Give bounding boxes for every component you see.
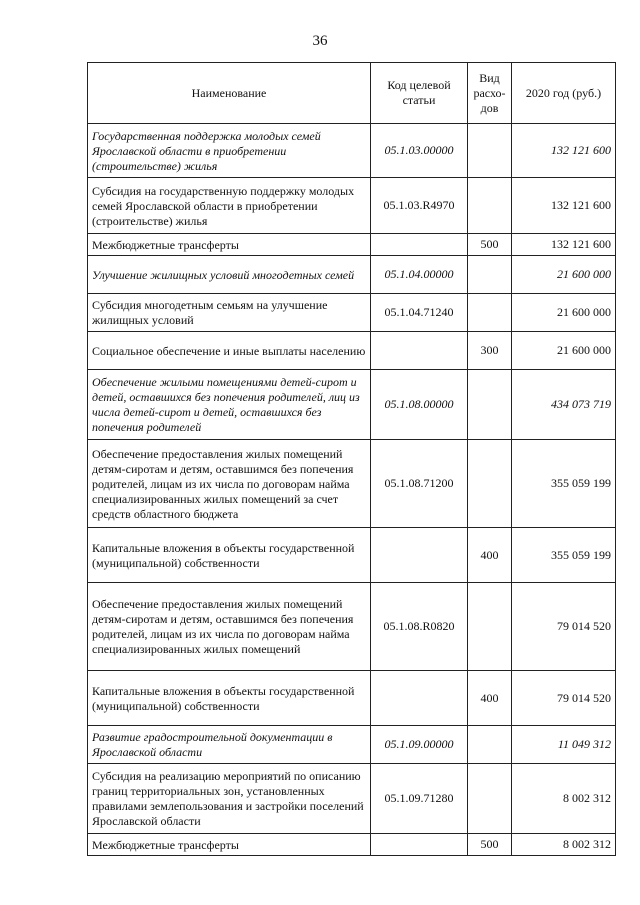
cell-kind: 400	[468, 528, 512, 583]
cell-kind	[468, 583, 512, 671]
table-header-row	[88, 63, 616, 124]
header-sum: 2020 год (руб.)	[512, 63, 616, 124]
table-row	[88, 256, 616, 294]
table-row	[88, 834, 616, 856]
table-row	[88, 178, 616, 234]
cell-code	[371, 234, 468, 256]
cell-code: 05.1.03.R4970	[371, 178, 468, 234]
table-row	[88, 294, 616, 332]
cell-name: Развитие градостроительной документации в Ярославской области	[88, 726, 371, 764]
cell-name: Субсидия на реализацию мероприятий по описанию границ территориальных зон, установленных правилами землепользования и застройки поселений Ярославской области	[88, 764, 371, 834]
cell-kind	[468, 124, 512, 178]
table-row	[88, 671, 616, 726]
header-code: Код целевой статьи	[371, 63, 468, 124]
cell-code: 05.1.08.71200	[371, 440, 468, 528]
budget-table	[87, 62, 616, 856]
cell-kind: 400	[468, 671, 512, 726]
cell-sum: 132 121 600	[512, 124, 616, 178]
table-row	[88, 764, 616, 834]
cell-name: Обеспечение предоставления жилых помещений детям-сиротам и детям, оставшимся без попечения родителей, лицам из их числа по договорам найма специализированных жилых помещений	[88, 583, 371, 671]
cell-sum: 21 600 000	[512, 332, 616, 370]
cell-code: 05.1.08.00000	[371, 370, 468, 440]
cell-name: Межбюджетные трансферты	[88, 834, 371, 856]
cell-code: 05.1.09.00000	[371, 726, 468, 764]
cell-kind	[468, 294, 512, 332]
table-row	[88, 370, 616, 440]
cell-code	[371, 528, 468, 583]
cell-code	[371, 332, 468, 370]
table-row	[88, 234, 616, 256]
cell-name: Капитальные вложения в объекты государственной (муниципальной) собственности	[88, 528, 371, 583]
cell-name: Социальное обеспечение и иные выплаты населению	[88, 332, 371, 370]
page-number: 36	[312, 33, 328, 49]
cell-sum: 8 002 312	[512, 764, 616, 834]
cell-name: Капитальные вложения в объекты государственной (муниципальной) собственности	[88, 671, 371, 726]
cell-name: Государственная поддержка молодых семей Ярославской области в приобретении (строительстве) жилья	[88, 124, 371, 178]
cell-sum: 8 002 312	[512, 834, 616, 856]
cell-kind	[468, 726, 512, 764]
cell-code: 05.1.09.71280	[371, 764, 468, 834]
cell-sum: 11 049 312	[512, 726, 616, 764]
cell-code: 05.1.04.00000	[371, 256, 468, 294]
cell-sum: 21 600 000	[512, 294, 616, 332]
cell-kind	[468, 440, 512, 528]
cell-code	[371, 671, 468, 726]
cell-name: Субсидия на государственную поддержку молодых семей Ярославской области в приобретении (строительстве) жилья	[88, 178, 371, 234]
cell-sum: 79 014 520	[512, 583, 616, 671]
cell-name: Межбюджетные трансферты	[88, 234, 371, 256]
header-kind: Вид расхо-дов	[468, 63, 512, 124]
table-row	[88, 726, 616, 764]
cell-kind	[468, 256, 512, 294]
cell-name: Улучшение жилищных условий многодетных семей	[88, 256, 371, 294]
cell-sum: 355 059 199	[512, 528, 616, 583]
table-row	[88, 332, 616, 370]
cell-name: Обеспечение жилыми помещениями детей-сирот и детей, оставшихся без попечения родителей, лиц из числа детей-сирот и детей, оставшихся без попечения родителей	[88, 370, 371, 440]
cell-kind	[468, 764, 512, 834]
cell-code: 05.1.04.71240	[371, 294, 468, 332]
cell-kind	[468, 178, 512, 234]
cell-kind: 500	[468, 234, 512, 256]
cell-code: 05.1.03.00000	[371, 124, 468, 178]
table-row	[88, 440, 616, 528]
cell-kind: 300	[468, 332, 512, 370]
header-name: Наименование	[88, 63, 371, 124]
cell-sum: 21 600 000	[512, 256, 616, 294]
cell-sum: 355 059 199	[512, 440, 616, 528]
cell-name: Обеспечение предоставления жилых помещений детям-сиротам и детям, оставшимся без попечения родителей, лицам из их числа по договорам найма специализированных жилых помещений за счет средств областного бюджета	[88, 440, 371, 528]
cell-kind	[468, 370, 512, 440]
cell-sum: 132 121 600	[512, 234, 616, 256]
cell-sum: 434 073 719	[512, 370, 616, 440]
cell-code: 05.1.08.R0820	[371, 583, 468, 671]
cell-sum: 132 121 600	[512, 178, 616, 234]
table-row	[88, 528, 616, 583]
cell-name: Субсидия многодетным семьям на улучшение жилищных условий	[88, 294, 371, 332]
table-row	[88, 124, 616, 178]
table-row	[88, 583, 616, 671]
cell-sum: 79 014 520	[512, 671, 616, 726]
cell-code	[371, 834, 468, 856]
cell-kind: 500	[468, 834, 512, 856]
